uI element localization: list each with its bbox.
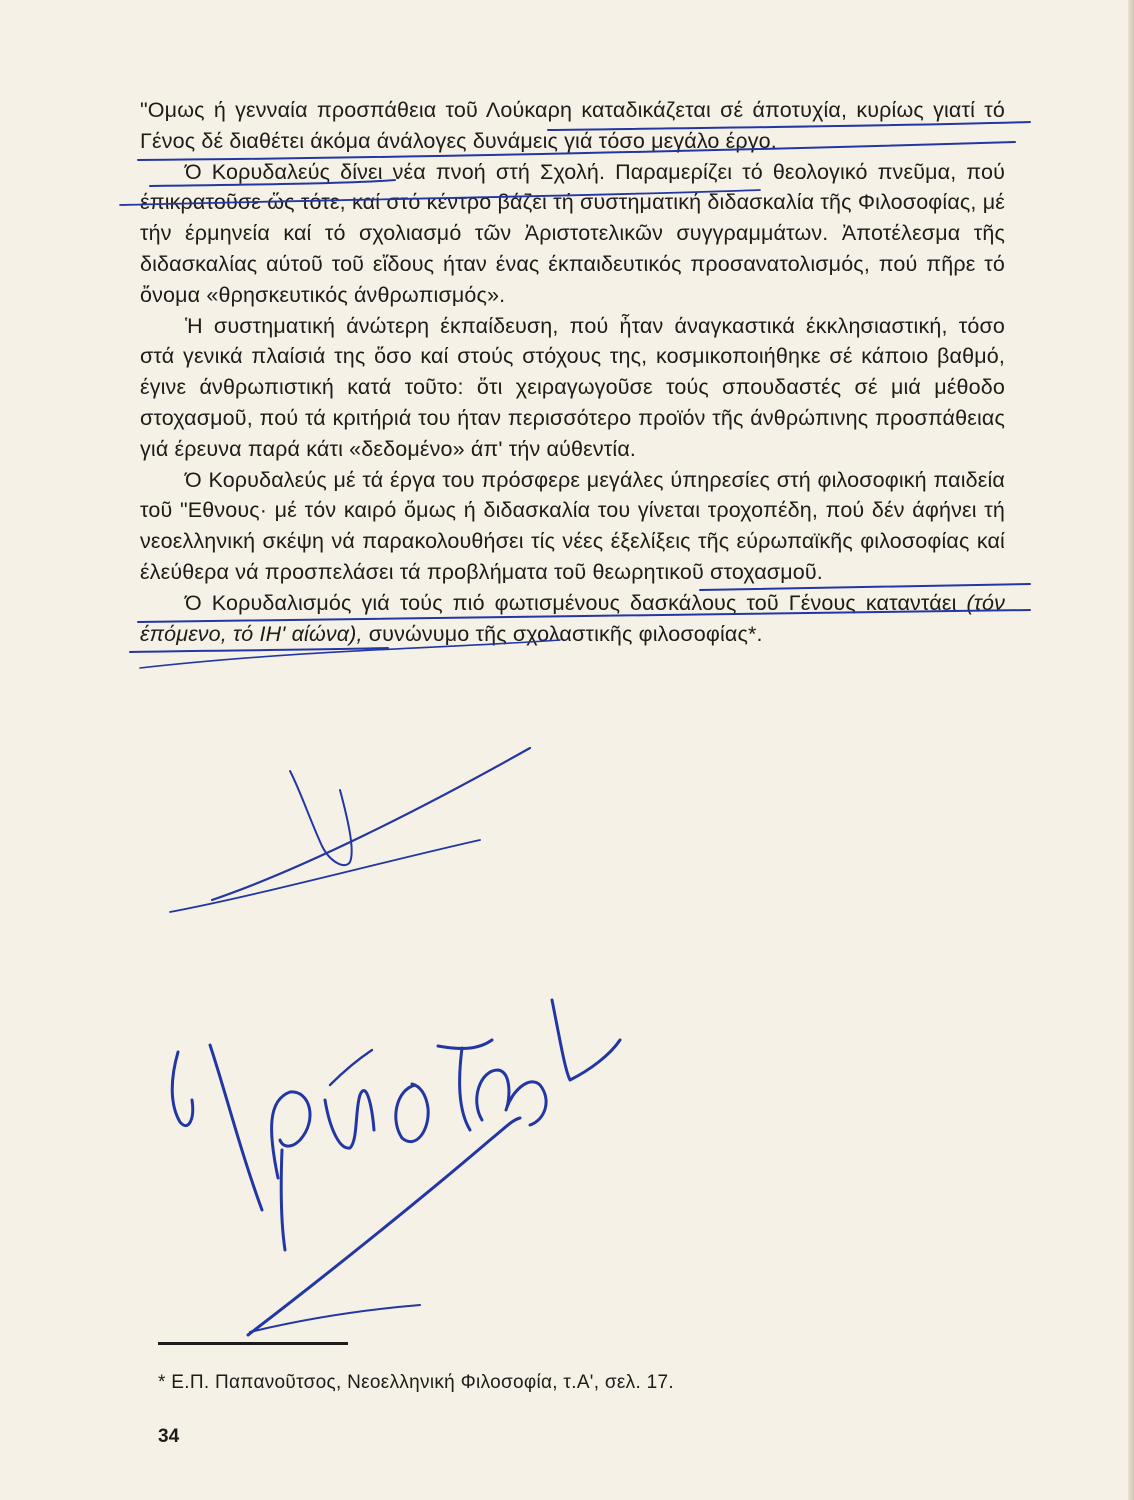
paragraph-5-start: Ό Κορυδαλισμός γιά τούς πιό φωτισμένους δασκάλους τοῦ Γένους καταντάει	[185, 590, 967, 615]
paragraph-5	[140, 588, 1005, 650]
signature-stroke-final-sigma	[552, 1000, 620, 1080]
signature-underline	[250, 1305, 420, 1332]
ink-long-diagonal	[212, 748, 530, 900]
page-number: 34	[158, 1426, 180, 1447]
signature-flourish	[248, 1118, 520, 1335]
paragraph-3: Ἡ συστηματική άνώτερη έκπαίδευση, πού ἦταν άναγκαστικά έκκλησιαστική, τόσο στά γενικά πλαίσιά της ὅσο καί στούς στόχους της, κοσμικοποιήθηκε σέ κάποιο βαθμό, έγινε άνθρωπιστική κατά τοῦτο: ὅτι χειραγωγοῦσε τούς σπουδαστές σέ μιά μέθοδο στοχασμοῦ, πού τά κριτήριά του ήταν περισσότερο προϊόν τῆς άνθρώπινης προσπάθειας γιά έρευνα παρά κάτι «δεδομένο» άπ' τήν αύθεντία.	[140, 313, 1005, 461]
footnote-rule	[158, 1342, 348, 1345]
paragraph-5-italic: (τόν έπόμενο, τό ΙΗ' αίώνα),	[140, 590, 1005, 646]
signature-stroke-rho	[272, 1092, 310, 1250]
footnote: * Ε.Π. Παπανοῦτσος, Νεοελληνική Φιλοσοφία, τ.Α', σελ. 17.	[158, 1372, 674, 1393]
signature-stroke-eta	[325, 1090, 374, 1148]
paragraph-1: "Ομως ή γενναία προσπάθεια τοῦ Λούκαρη καταδικάζεται σέ άποτυχία, κυρίως γιατί τό Γένος δέ διαθέτει άκόμα άνάλογες δυνάμεις γιά τόσο μεγάλο έργο.	[140, 98, 1005, 153]
signature-stroke-chi	[172, 1045, 262, 1210]
paragraph-5-end: συνώνυμο τῆς σχολαστικῆς φιλοσοφίας*.	[362, 621, 763, 646]
page-edge	[1128, 0, 1134, 1500]
ink-lower-diagonal	[170, 840, 480, 912]
body-text	[140, 95, 1005, 649]
signature-stroke-sigma	[396, 1084, 428, 1142]
signature-stroke-tau	[438, 1040, 492, 1130]
ink-loop-stroke	[290, 771, 352, 865]
signature-tick	[330, 1050, 372, 1085]
paragraph-4: Ό Κορυδαλεύς μέ τά έργα του πρόσφερε μεγάλες ύπηρεσίες στή φιλοσοφική παιδεία τοῦ "Εθνους· μέ τόν καιρό ὅμως ή διδασκαλία του γίνεται τροχοπέδη, πού δέν άφήνει τή νεοελληνική σκέψη νά παρακολουθήσει τίς νέες έξελίξεις τῆς εύρωπαϊκῆς φιλοσοφίας καί έλεύθερα νά προσπελάσει τά προβλήματα τοῦ θεωρητικοῦ στοχασμοῦ.	[140, 467, 1005, 584]
signature-stroke-omega	[477, 1070, 546, 1125]
paragraph-2: Ό Κορυδαλεύς δίνει νέα πνοή στή Σχολή. Παραμερίζει τό θεολογικό πνεῦμα, πού έπικρατοῦσε ὥς τότε, καί στό κέντρο βάζει τή συστηματική διδασκαλία τῆς Φιλοσοφίας, μέ τήν έρμηνεία καί τό σχολιασμό τῶν Ἀριστοτελικῶν συγγραμμάτων. Ἀποτέλεσμα τῆς διδασκαλίας αύτοῦ τοῦ εἴδους ήταν ένας έκπαιδευτικός προσανατολισμός, πού πῆρε τό ὄνομα «θρησκευτικός άνθρωπισμός».	[140, 159, 1005, 307]
